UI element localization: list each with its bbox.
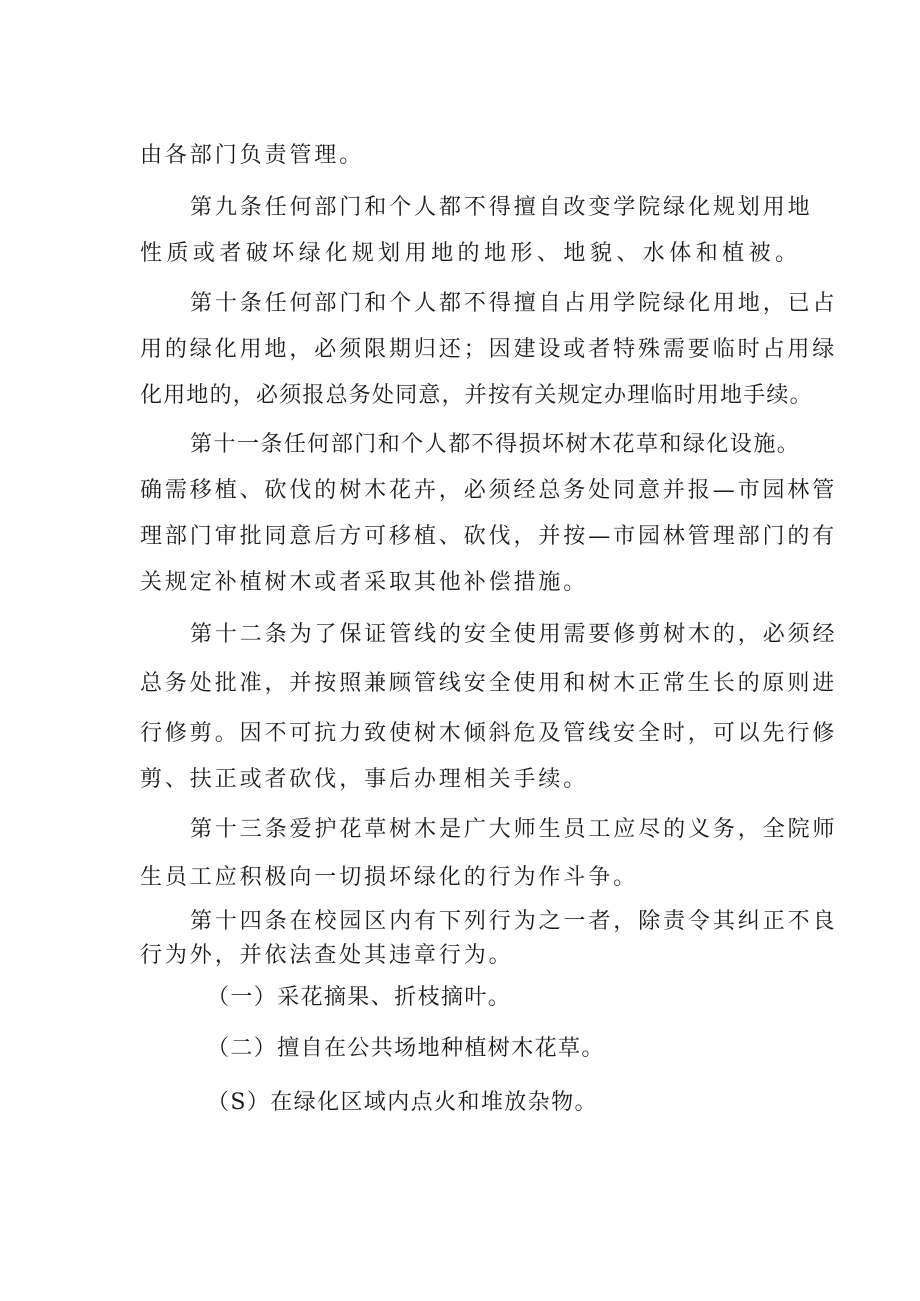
text-line: 剪、扶正或者砍伐，事后办理相关手续。 — [140, 767, 589, 792]
text-line: 确需移植、砍伐的树木花卉，必须经总务处同意并报—市园林管 — [140, 478, 838, 503]
article-10-line: 第十条任何部门和个人都不得擅自占用学院绿化用地，已占 — [190, 291, 838, 316]
article-12-line: 第十二条为了保证管线的安全使用需要修剪树木的，必须经 — [190, 622, 838, 647]
list-item: （一）采花摘果、折枝摘叶。 — [207, 985, 512, 1010]
text-line: 由各部门负责管理。 — [140, 143, 365, 168]
text-line: 性质或者破坏绿化规划用地的地形、地貌、水体和植被。 — [140, 241, 800, 266]
article-9-line: 第九条任何部门和个人都不得擅自改变学院绿化规划用地 — [190, 195, 813, 220]
text-line: 行修剪。因不可抗力致使树木倾斜危及管线安全时，可以先行修 — [140, 721, 838, 746]
text-line: 用的绿化用地，必须限期归还；因建设或者特殊需要临时占用绿 — [140, 337, 838, 362]
text-line: 行为外，并依法查处其违章行为。 — [140, 943, 514, 968]
list-item: （S）在绿化区域内点火和堆放杂物。 — [207, 1090, 598, 1115]
text-line: 理部门审批同意后方可移植、砍伐，并按—市园林管理部门的有 — [140, 524, 838, 549]
article-11-line: 第十一条任何部门和个人都不得损坏树木花草和绿化设施。 — [190, 432, 800, 457]
list-item: （二）擅自在公共场地种植树木花草。 — [207, 1036, 605, 1061]
text-line: 化用地的，必须报总务处同意，并按有关规定办理临时用地手续。 — [140, 383, 813, 408]
text-line: 总务处批准，并按照兼顾管线安全使用和树木正常生长的原则进 — [140, 671, 838, 696]
text-line: 生员工应积极向一切损坏绿化的行为作斗争。 — [140, 865, 639, 890]
article-14-line: 第十四条在校园区内有下列行为之一者，除责令其纠正不良 — [190, 909, 838, 934]
article-13-line: 第十三条爱护花草树木是广大师生员工应尽的义务，全院师 — [190, 817, 838, 842]
text-line: 关规定补植树木或者采取其他补偿措施。 — [140, 570, 589, 595]
